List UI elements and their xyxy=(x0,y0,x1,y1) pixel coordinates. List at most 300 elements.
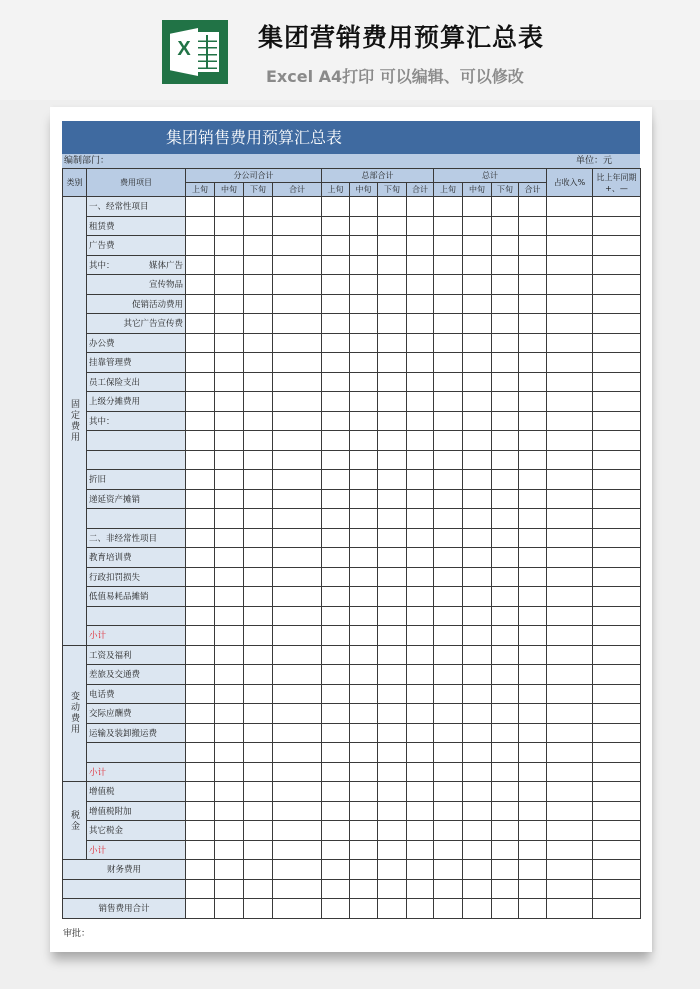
value-cell[interactable] xyxy=(378,645,407,665)
value-cell[interactable] xyxy=(492,216,519,236)
value-cell[interactable] xyxy=(322,392,350,412)
value-cell[interactable] xyxy=(215,294,244,314)
value-cell[interactable] xyxy=(350,392,378,412)
value-cell[interactable] xyxy=(492,860,519,880)
value-cell[interactable] xyxy=(434,470,463,490)
value-cell[interactable] xyxy=(407,684,434,704)
value-cell[interactable] xyxy=(492,294,519,314)
value-cell[interactable] xyxy=(519,626,547,646)
value-cell[interactable] xyxy=(593,606,641,626)
value-cell[interactable] xyxy=(350,294,378,314)
value-cell[interactable] xyxy=(378,665,407,685)
value-cell[interactable] xyxy=(244,411,273,431)
value-cell[interactable] xyxy=(322,782,350,802)
value-cell[interactable] xyxy=(378,236,407,256)
value-cell[interactable] xyxy=(322,626,350,646)
value-cell[interactable] xyxy=(407,645,434,665)
value-cell[interactable] xyxy=(378,762,407,782)
value-cell[interactable] xyxy=(215,275,244,295)
value-cell[interactable] xyxy=(322,314,350,334)
value-cell[interactable] xyxy=(215,216,244,236)
value-cell[interactable] xyxy=(547,723,593,743)
value-cell[interactable] xyxy=(322,450,350,470)
value-cell[interactable] xyxy=(463,392,492,412)
value-cell[interactable] xyxy=(547,704,593,724)
value-cell[interactable] xyxy=(593,840,641,860)
value-cell[interactable] xyxy=(434,255,463,275)
value-cell[interactable] xyxy=(244,216,273,236)
value-cell[interactable] xyxy=(322,821,350,841)
value-cell[interactable] xyxy=(186,353,215,373)
value-cell[interactable] xyxy=(547,606,593,626)
value-cell[interactable] xyxy=(273,489,322,509)
value-cell[interactable] xyxy=(463,333,492,353)
value-cell[interactable] xyxy=(593,489,641,509)
value-cell[interactable] xyxy=(519,450,547,470)
value-cell[interactable] xyxy=(273,840,322,860)
value-cell[interactable] xyxy=(547,275,593,295)
value-cell[interactable] xyxy=(434,450,463,470)
value-cell[interactable] xyxy=(322,275,350,295)
value-cell[interactable] xyxy=(378,782,407,802)
value-cell[interactable] xyxy=(434,314,463,334)
value-cell[interactable] xyxy=(350,431,378,451)
value-cell[interactable] xyxy=(593,333,641,353)
value-cell[interactable] xyxy=(244,275,273,295)
value-cell[interactable] xyxy=(322,255,350,275)
value-cell[interactable] xyxy=(186,626,215,646)
value-cell[interactable] xyxy=(547,684,593,704)
value-cell[interactable] xyxy=(492,782,519,802)
value-cell[interactable] xyxy=(593,548,641,568)
value-cell[interactable] xyxy=(244,743,273,763)
value-cell[interactable] xyxy=(492,528,519,548)
value-cell[interactable] xyxy=(350,606,378,626)
value-cell[interactable] xyxy=(434,353,463,373)
value-cell[interactable] xyxy=(350,548,378,568)
value-cell[interactable] xyxy=(322,548,350,568)
value-cell[interactable] xyxy=(593,645,641,665)
value-cell[interactable] xyxy=(463,528,492,548)
value-cell[interactable] xyxy=(492,431,519,451)
value-cell[interactable] xyxy=(519,645,547,665)
value-cell[interactable] xyxy=(593,216,641,236)
value-cell[interactable] xyxy=(463,840,492,860)
value-cell[interactable] xyxy=(492,899,519,919)
value-cell[interactable] xyxy=(186,762,215,782)
value-cell[interactable] xyxy=(322,879,350,899)
value-cell[interactable] xyxy=(186,275,215,295)
value-cell[interactable] xyxy=(463,275,492,295)
value-cell[interactable] xyxy=(215,587,244,607)
value-cell[interactable] xyxy=(186,255,215,275)
value-cell[interactable] xyxy=(407,626,434,646)
value-cell[interactable] xyxy=(215,821,244,841)
value-cell[interactable] xyxy=(322,431,350,451)
value-cell[interactable] xyxy=(215,782,244,802)
value-cell[interactable] xyxy=(215,509,244,529)
value-cell[interactable] xyxy=(322,840,350,860)
value-cell[interactable] xyxy=(273,372,322,392)
value-cell[interactable] xyxy=(378,216,407,236)
value-cell[interactable] xyxy=(519,528,547,548)
value-cell[interactable] xyxy=(407,723,434,743)
value-cell[interactable] xyxy=(492,236,519,256)
value-cell[interactable] xyxy=(350,509,378,529)
value-cell[interactable] xyxy=(492,450,519,470)
value-cell[interactable] xyxy=(215,392,244,412)
value-cell[interactable] xyxy=(407,509,434,529)
value-cell[interactable] xyxy=(463,626,492,646)
value-cell[interactable] xyxy=(215,704,244,724)
value-cell[interactable] xyxy=(186,587,215,607)
value-cell[interactable] xyxy=(519,431,547,451)
value-cell[interactable] xyxy=(593,626,641,646)
value-cell[interactable] xyxy=(519,801,547,821)
value-cell[interactable] xyxy=(215,353,244,373)
value-cell[interactable] xyxy=(463,411,492,431)
value-cell[interactable] xyxy=(407,821,434,841)
value-cell[interactable] xyxy=(186,314,215,334)
value-cell[interactable] xyxy=(186,801,215,821)
value-cell[interactable] xyxy=(350,645,378,665)
value-cell[interactable] xyxy=(593,801,641,821)
value-cell[interactable] xyxy=(350,782,378,802)
value-cell[interactable] xyxy=(215,236,244,256)
value-cell[interactable] xyxy=(593,450,641,470)
value-cell[interactable] xyxy=(186,782,215,802)
value-cell[interactable] xyxy=(547,431,593,451)
value-cell[interactable] xyxy=(593,314,641,334)
value-cell[interactable] xyxy=(519,567,547,587)
value-cell[interactable] xyxy=(378,899,407,919)
value-cell[interactable] xyxy=(378,314,407,334)
value-cell[interactable] xyxy=(547,392,593,412)
value-cell[interactable] xyxy=(463,587,492,607)
value-cell[interactable] xyxy=(322,372,350,392)
value-cell[interactable] xyxy=(492,762,519,782)
value-cell[interactable] xyxy=(434,879,463,899)
value-cell[interactable] xyxy=(378,567,407,587)
value-cell[interactable] xyxy=(215,743,244,763)
value-cell[interactable] xyxy=(407,197,434,217)
value-cell[interactable] xyxy=(547,372,593,392)
value-cell[interactable] xyxy=(378,197,407,217)
value-cell[interactable] xyxy=(350,372,378,392)
value-cell[interactable] xyxy=(593,704,641,724)
value-cell[interactable] xyxy=(273,314,322,334)
value-cell[interactable] xyxy=(407,411,434,431)
value-cell[interactable] xyxy=(547,743,593,763)
value-cell[interactable] xyxy=(186,236,215,256)
value-cell[interactable] xyxy=(273,645,322,665)
value-cell[interactable] xyxy=(215,314,244,334)
value-cell[interactable] xyxy=(547,470,593,490)
value-cell[interactable] xyxy=(547,236,593,256)
value-cell[interactable] xyxy=(519,372,547,392)
value-cell[interactable] xyxy=(350,626,378,646)
value-cell[interactable] xyxy=(378,606,407,626)
value-cell[interactable] xyxy=(273,626,322,646)
value-cell[interactable] xyxy=(593,528,641,548)
value-cell[interactable] xyxy=(273,392,322,412)
value-cell[interactable] xyxy=(434,684,463,704)
value-cell[interactable] xyxy=(434,275,463,295)
value-cell[interactable] xyxy=(378,411,407,431)
value-cell[interactable] xyxy=(322,470,350,490)
value-cell[interactable] xyxy=(593,392,641,412)
value-cell[interactable] xyxy=(593,236,641,256)
value-cell[interactable] xyxy=(519,197,547,217)
value-cell[interactable] xyxy=(519,879,547,899)
value-cell[interactable] xyxy=(519,294,547,314)
value-cell[interactable] xyxy=(350,255,378,275)
value-cell[interactable] xyxy=(350,840,378,860)
value-cell[interactable] xyxy=(322,762,350,782)
value-cell[interactable] xyxy=(434,762,463,782)
value-cell[interactable] xyxy=(519,684,547,704)
value-cell[interactable] xyxy=(519,587,547,607)
value-cell[interactable] xyxy=(593,411,641,431)
value-cell[interactable] xyxy=(492,411,519,431)
value-cell[interactable] xyxy=(244,197,273,217)
value-cell[interactable] xyxy=(407,606,434,626)
value-cell[interactable] xyxy=(350,879,378,899)
value-cell[interactable] xyxy=(378,431,407,451)
value-cell[interactable] xyxy=(492,353,519,373)
value-cell[interactable] xyxy=(215,567,244,587)
value-cell[interactable] xyxy=(273,899,322,919)
value-cell[interactable] xyxy=(244,567,273,587)
value-cell[interactable] xyxy=(519,762,547,782)
value-cell[interactable] xyxy=(350,489,378,509)
value-cell[interactable] xyxy=(350,216,378,236)
value-cell[interactable] xyxy=(463,743,492,763)
value-cell[interactable] xyxy=(434,899,463,919)
value-cell[interactable] xyxy=(463,567,492,587)
value-cell[interactable] xyxy=(519,470,547,490)
value-cell[interactable] xyxy=(244,450,273,470)
value-cell[interactable] xyxy=(378,548,407,568)
value-cell[interactable] xyxy=(434,197,463,217)
value-cell[interactable] xyxy=(215,528,244,548)
value-cell[interactable] xyxy=(463,353,492,373)
value-cell[interactable] xyxy=(273,450,322,470)
value-cell[interactable] xyxy=(434,860,463,880)
value-cell[interactable] xyxy=(378,353,407,373)
value-cell[interactable] xyxy=(244,723,273,743)
value-cell[interactable] xyxy=(378,509,407,529)
value-cell[interactable] xyxy=(434,723,463,743)
value-cell[interactable] xyxy=(407,860,434,880)
value-cell[interactable] xyxy=(407,528,434,548)
value-cell[interactable] xyxy=(492,879,519,899)
value-cell[interactable] xyxy=(547,801,593,821)
value-cell[interactable] xyxy=(407,236,434,256)
value-cell[interactable] xyxy=(492,197,519,217)
value-cell[interactable] xyxy=(434,567,463,587)
value-cell[interactable] xyxy=(273,782,322,802)
value-cell[interactable] xyxy=(519,314,547,334)
value-cell[interactable] xyxy=(350,450,378,470)
value-cell[interactable] xyxy=(322,606,350,626)
value-cell[interactable] xyxy=(519,704,547,724)
value-cell[interactable] xyxy=(434,606,463,626)
value-cell[interactable] xyxy=(463,314,492,334)
value-cell[interactable] xyxy=(463,762,492,782)
value-cell[interactable] xyxy=(463,489,492,509)
value-cell[interactable] xyxy=(215,665,244,685)
value-cell[interactable] xyxy=(407,782,434,802)
value-cell[interactable] xyxy=(547,197,593,217)
value-cell[interactable] xyxy=(492,372,519,392)
value-cell[interactable] xyxy=(593,275,641,295)
value-cell[interactable] xyxy=(463,450,492,470)
value-cell[interactable] xyxy=(244,821,273,841)
value-cell[interactable] xyxy=(322,587,350,607)
value-cell[interactable] xyxy=(244,860,273,880)
value-cell[interactable] xyxy=(186,197,215,217)
value-cell[interactable] xyxy=(186,333,215,353)
value-cell[interactable] xyxy=(547,879,593,899)
value-cell[interactable] xyxy=(492,801,519,821)
value-cell[interactable] xyxy=(322,216,350,236)
value-cell[interactable] xyxy=(350,236,378,256)
value-cell[interactable] xyxy=(492,743,519,763)
value-cell[interactable] xyxy=(519,821,547,841)
value-cell[interactable] xyxy=(407,450,434,470)
value-cell[interactable] xyxy=(519,665,547,685)
value-cell[interactable] xyxy=(593,879,641,899)
value-cell[interactable] xyxy=(244,762,273,782)
value-cell[interactable] xyxy=(492,840,519,860)
value-cell[interactable] xyxy=(273,860,322,880)
value-cell[interactable] xyxy=(244,255,273,275)
value-cell[interactable] xyxy=(463,879,492,899)
value-cell[interactable] xyxy=(407,255,434,275)
value-cell[interactable] xyxy=(492,587,519,607)
value-cell[interactable] xyxy=(519,216,547,236)
value-cell[interactable] xyxy=(519,275,547,295)
value-cell[interactable] xyxy=(244,879,273,899)
value-cell[interactable] xyxy=(407,899,434,919)
value-cell[interactable] xyxy=(322,236,350,256)
value-cell[interactable] xyxy=(547,860,593,880)
value-cell[interactable] xyxy=(322,645,350,665)
value-cell[interactable] xyxy=(244,314,273,334)
value-cell[interactable] xyxy=(463,645,492,665)
value-cell[interactable] xyxy=(244,528,273,548)
value-cell[interactable] xyxy=(463,372,492,392)
value-cell[interactable] xyxy=(593,899,641,919)
value-cell[interactable] xyxy=(519,899,547,919)
value-cell[interactable] xyxy=(434,411,463,431)
value-cell[interactable] xyxy=(186,372,215,392)
value-cell[interactable] xyxy=(215,489,244,509)
value-cell[interactable] xyxy=(322,294,350,314)
value-cell[interactable] xyxy=(186,470,215,490)
value-cell[interactable] xyxy=(322,665,350,685)
value-cell[interactable] xyxy=(519,509,547,529)
value-cell[interactable] xyxy=(273,704,322,724)
value-cell[interactable] xyxy=(350,528,378,548)
value-cell[interactable] xyxy=(215,645,244,665)
value-cell[interactable] xyxy=(547,333,593,353)
value-cell[interactable] xyxy=(215,372,244,392)
value-cell[interactable] xyxy=(492,548,519,568)
value-cell[interactable] xyxy=(463,431,492,451)
value-cell[interactable] xyxy=(434,704,463,724)
value-cell[interactable] xyxy=(273,743,322,763)
value-cell[interactable] xyxy=(492,684,519,704)
value-cell[interactable] xyxy=(350,197,378,217)
value-cell[interactable] xyxy=(547,294,593,314)
value-cell[interactable] xyxy=(350,704,378,724)
value-cell[interactable] xyxy=(215,470,244,490)
value-cell[interactable] xyxy=(492,645,519,665)
value-cell[interactable] xyxy=(547,216,593,236)
value-cell[interactable] xyxy=(492,665,519,685)
value-cell[interactable] xyxy=(434,294,463,314)
value-cell[interactable] xyxy=(492,723,519,743)
value-cell[interactable] xyxy=(244,333,273,353)
value-cell[interactable] xyxy=(434,743,463,763)
value-cell[interactable] xyxy=(215,860,244,880)
value-cell[interactable] xyxy=(215,879,244,899)
value-cell[interactable] xyxy=(547,450,593,470)
value-cell[interactable] xyxy=(186,216,215,236)
value-cell[interactable] xyxy=(463,255,492,275)
value-cell[interactable] xyxy=(244,801,273,821)
value-cell[interactable] xyxy=(434,548,463,568)
value-cell[interactable] xyxy=(378,333,407,353)
value-cell[interactable] xyxy=(547,665,593,685)
value-cell[interactable] xyxy=(215,684,244,704)
value-cell[interactable] xyxy=(244,548,273,568)
value-cell[interactable] xyxy=(434,645,463,665)
value-cell[interactable] xyxy=(244,684,273,704)
value-cell[interactable] xyxy=(378,840,407,860)
value-cell[interactable] xyxy=(244,899,273,919)
value-cell[interactable] xyxy=(463,684,492,704)
value-cell[interactable] xyxy=(593,723,641,743)
value-cell[interactable] xyxy=(463,236,492,256)
value-cell[interactable] xyxy=(593,743,641,763)
value-cell[interactable] xyxy=(244,353,273,373)
value-cell[interactable] xyxy=(273,431,322,451)
value-cell[interactable] xyxy=(492,567,519,587)
value-cell[interactable] xyxy=(322,333,350,353)
value-cell[interactable] xyxy=(492,314,519,334)
value-cell[interactable] xyxy=(519,782,547,802)
value-cell[interactable] xyxy=(492,509,519,529)
value-cell[interactable] xyxy=(378,528,407,548)
value-cell[interactable] xyxy=(519,236,547,256)
value-cell[interactable] xyxy=(215,840,244,860)
value-cell[interactable] xyxy=(322,567,350,587)
value-cell[interactable] xyxy=(186,606,215,626)
value-cell[interactable] xyxy=(273,236,322,256)
value-cell[interactable] xyxy=(547,587,593,607)
value-cell[interactable] xyxy=(378,587,407,607)
value-cell[interactable] xyxy=(519,743,547,763)
value-cell[interactable] xyxy=(350,314,378,334)
value-cell[interactable] xyxy=(273,821,322,841)
value-cell[interactable] xyxy=(463,509,492,529)
value-cell[interactable] xyxy=(519,392,547,412)
value-cell[interactable] xyxy=(434,801,463,821)
value-cell[interactable] xyxy=(407,431,434,451)
